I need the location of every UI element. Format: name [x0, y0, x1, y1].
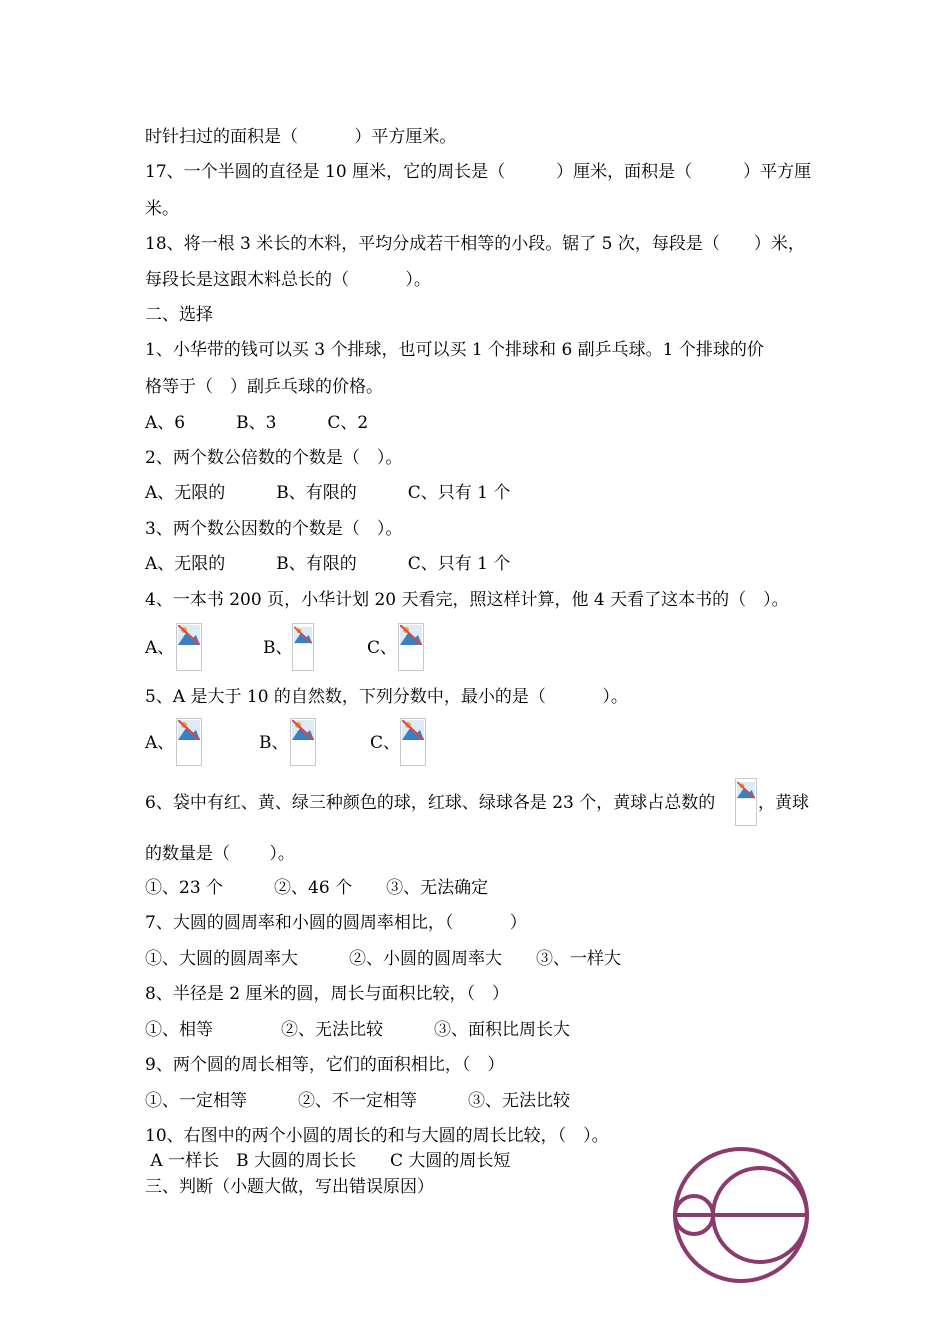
q4-option-a-image: [176, 623, 202, 671]
q5-option-a-label: A、: [145, 733, 175, 753]
question-17-cont: 米。: [145, 199, 179, 219]
q5-option-a-image: [176, 718, 202, 766]
choice-question-1-cont: 格等于（ ）副乒乓球的价格。: [145, 377, 383, 397]
choice-question-2: 2、两个数公倍数的个数是（ ）。: [145, 448, 403, 468]
choice-question-3: 3、两个数公因数的个数是（ ）。: [145, 519, 403, 539]
q4-option-a-label: A、: [145, 638, 175, 658]
choice-7-options: ①、大圆的圆周率大 ②、小圆的圆周率大 ③、一样大: [145, 949, 621, 969]
question-18: 18、将一根 3 米长的木料，平均分成若干相等的小段。锯了 5 次，每段是（ ）米，: [145, 234, 805, 254]
choice-6-options: ①、23 个 ②、46 个 ③、无法确定: [145, 878, 489, 898]
choice-question-9: 9、两个圆的周长相等，它们的面积相比，（ ）: [145, 1055, 505, 1075]
broken-image-icon: [292, 720, 314, 740]
broken-image-icon: [737, 780, 755, 800]
q5-option-c-image: [400, 718, 426, 766]
broken-image-icon: [178, 625, 200, 645]
q4-option-c-label: C、: [367, 638, 398, 658]
choice-question-5: 5、A 是大于 10 的自然数，下列分数中，最小的是（ ）。: [145, 687, 628, 707]
q6-fraction-image: [735, 778, 757, 826]
choice-question-6: 6、袋中有红、黄、绿三种颜色的球，红球、绿球各是 23 个，黄球占总数的: [145, 793, 716, 813]
choice-8-options: ①、相等 ②、无法比较 ③、面积比周长大: [145, 1020, 570, 1040]
choice-question-10: 10、右图中的两个小圆的周长的和与大圆的周长比较，（ ）。: [145, 1126, 609, 1146]
q5-option-b-image: [290, 718, 316, 766]
question-17: 17、一个半圆的直径是 10 厘米，它的周长是（ ）厘米，面积是（ ）平方厘: [145, 162, 812, 182]
choice-1-options: A、6 B、3 C、2: [145, 413, 369, 433]
choice-2-options: A、无限的 B、有限的 C、只有 1 个: [145, 483, 511, 503]
choice-question-1: 1、小华带的钱可以买 3 个排球，也可以买 1 个排球和 6 副乒乓球。1 个排球的价: [145, 340, 764, 360]
q4-option-c-image: [398, 623, 424, 671]
choice-10-options: A 一样长 B 大圆的周长长 C 大圆的周长短: [145, 1151, 511, 1171]
question-18-cont: 每段长是这跟木料总长的（ ）。: [145, 270, 431, 290]
choice-question-8: 8、半径是 2 厘米的圆，周长与面积比较，（ ）: [145, 984, 509, 1004]
circles-figure: [672, 1146, 810, 1284]
line-q16-tail: 时针扫过的面积是（ ）平方厘米。: [145, 127, 457, 147]
choice-question-6-cont: 的数量是（ ）。: [145, 844, 295, 864]
q4-option-b-label: B、: [263, 638, 293, 658]
choice-question-6-tail: ，黄球: [758, 793, 809, 813]
broken-image-icon: [178, 720, 200, 740]
q5-option-b-label: B、: [259, 733, 289, 753]
broken-image-icon: [400, 625, 422, 645]
broken-image-icon: [294, 625, 312, 645]
broken-image-icon: [402, 720, 424, 740]
section-judge-title: 三、判断（小题大做，写出错误原因）: [145, 1177, 434, 1197]
section-choice-title: 二、选择: [145, 305, 213, 325]
q4-option-b-image: [292, 623, 314, 671]
choice-3-options: A、无限的 B、有限的 C、只有 1 个: [145, 554, 511, 574]
choice-question-4: 4、一本书 200 页，小华计划 20 天看完，照这样计算，他 4 天看了这本书的（ ）。: [145, 590, 789, 610]
choice-question-7: 7、大圆的圆周率和小圆的圆周率相比，（ ）: [145, 913, 527, 933]
choice-9-options: ①、一定相等 ②、不一定相等 ③、无法比较: [145, 1091, 570, 1111]
q5-option-c-label: C、: [370, 733, 401, 753]
